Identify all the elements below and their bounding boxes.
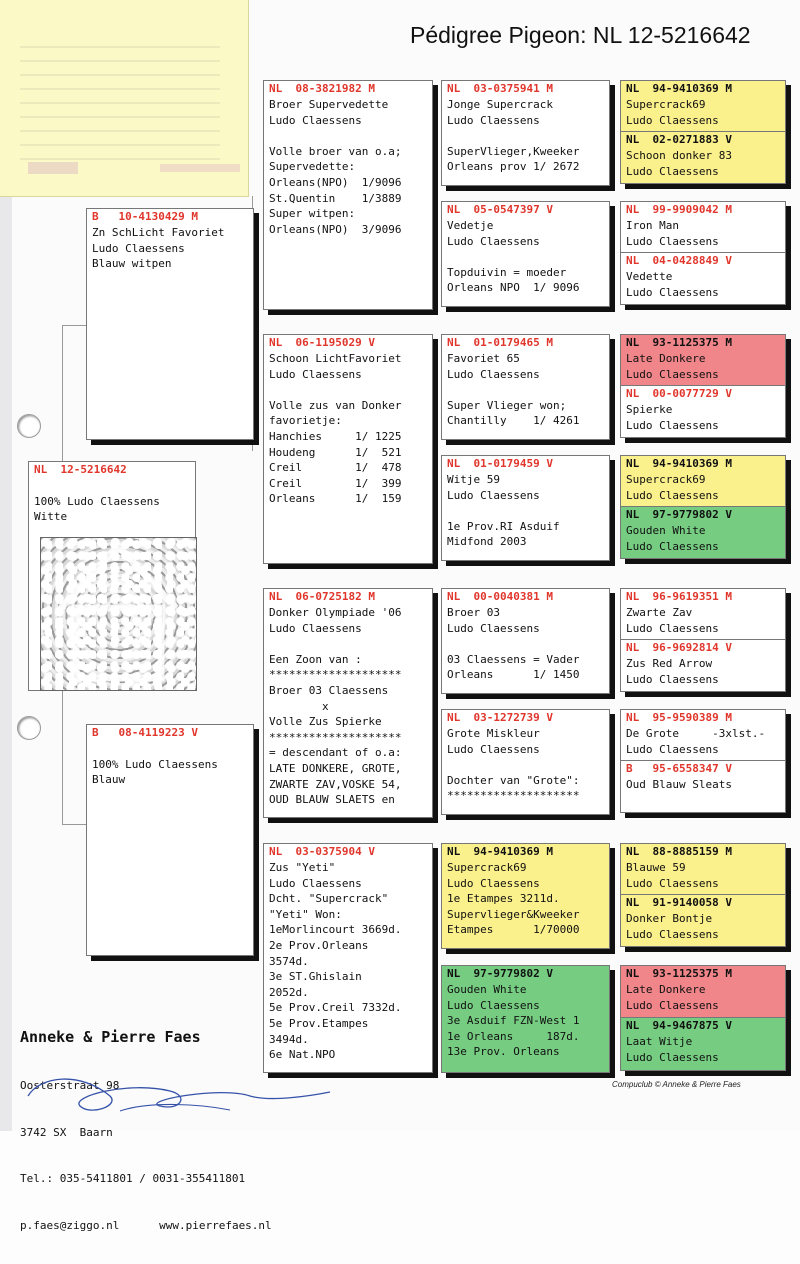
great-grandparent-card[interactable]: NL 03-1272739 V Grote Miskleur Ludo Claessens Dochter van "Grote": ******************** bbox=[441, 709, 610, 815]
great-grandparent-card[interactable]: NL 00-0040381 M Broer 03 Ludo Claessens 03 Claessens = Vader Orleans 1/ 1450 bbox=[441, 588, 610, 694]
owner-street: Oosterstraat 98 bbox=[20, 1079, 120, 1092]
connector-line bbox=[62, 325, 63, 465]
ancestor-card[interactable]: NL 99-9909042 M Iron Man Ludo Claessens bbox=[620, 201, 786, 253]
owner-info bbox=[20, 996, 272, 1264]
great-grandparent-card[interactable]: NL 94-9410369 M Supercrack69 Ludo Claessens 1e Etampes 3211d. Supervlieger&Kweeker Etampes 1/70000 bbox=[441, 843, 610, 949]
punch-hole bbox=[17, 414, 41, 438]
house-logo-icon bbox=[41, 538, 196, 690]
ancestor-card[interactable]: NL 02-0271883 V Schoon donker 83 Ludo Claessens bbox=[620, 132, 786, 184]
sire-card[interactable]: B 10-4130429 M Zn SchLicht Favoriet Ludo Claessens Blauw witpen bbox=[86, 208, 254, 440]
ancestor-pair bbox=[620, 201, 786, 305]
ancestor-pair bbox=[620, 588, 786, 692]
ancestor-card[interactable]: NL 00-0077729 V Spierke Ludo Claessens bbox=[620, 386, 786, 438]
ancestor-card[interactable]: NL 96-9692814 V Zus Red Arrow Ludo Claessens bbox=[620, 640, 786, 692]
grandparent-card[interactable]: NL 08-3821982 M Broer Supervedette Ludo Claessens Volle broer van o.a; Supervedette: Orleans(NPO) 1/9096 St.Quentin 1/3889 Super witpen: Orleans(NPO) 3/9096 bbox=[263, 80, 433, 310]
subject-card[interactable]: NL 12-5216642 100% Ludo Claessens Witte bbox=[28, 461, 196, 691]
punch-hole bbox=[17, 716, 41, 740]
connector-line bbox=[62, 688, 63, 824]
pigeon-photo bbox=[40, 537, 197, 691]
ancestor-card[interactable]: NL 93-1125375 M Late Donkere Ludo Claessens bbox=[620, 965, 786, 1018]
ancestor-card[interactable]: NL 94-9410369 M Supercrack69 Ludo Claessens bbox=[620, 80, 786, 132]
ancestor-pair bbox=[620, 709, 786, 813]
ancestor-card[interactable]: NL 97-9779802 V Gouden White Ludo Claessens bbox=[620, 507, 786, 559]
great-grandparent-card[interactable]: NL 97-9779802 V Gouden White Ludo Claessens 3e Asduif FZN-West 1 1e Orleans 187d. 13e Prov. Orleans bbox=[441, 965, 610, 1073]
page-title: Pédigree Pigeon: NL 12-5216642 bbox=[410, 22, 751, 48]
great-grandparent-card[interactable]: NL 01-0179459 V Witje 59 Ludo Claessens 1e Prov.RI Asduif Midfond 2003 bbox=[441, 455, 610, 561]
ancestor-card[interactable]: NL 94-9410369 M Supercrack69 Ludo Claessens bbox=[620, 455, 786, 507]
footer-credit: Compuclub © Anneke & Pierre Faes bbox=[612, 1080, 741, 1089]
grandparent-card[interactable]: NL 03-0375904 V Zus "Yeti" Ludo Claessens Dcht. "Supercrack" "Yeti" Won: 1eMorlincourt 3669d. 2e Prov.Orleans 3574d. 3e ST.Ghislain 2052d. 5e Prov.Creil 7332d. 5e Prov.Etampes 3494d. 6e Nat.NPO bbox=[263, 843, 433, 1073]
ancestor-card[interactable]: NL 94-9467875 V Laat Witje Ludo Claessens bbox=[620, 1018, 786, 1071]
dam-card[interactable]: B 08-4119223 V 100% Ludo Claessens Blauw bbox=[86, 724, 254, 956]
ancestor-card[interactable]: B 95-6558347 V Oud Blauw Sleats bbox=[620, 761, 786, 813]
sticky-note bbox=[0, 0, 249, 197]
ancestor-pair bbox=[620, 843, 786, 947]
connector-line bbox=[62, 824, 87, 825]
ancestor-pair bbox=[620, 334, 786, 438]
connector-line bbox=[62, 325, 87, 326]
ancestor-card[interactable]: NL 96-9619351 M Zwarte Zav Ludo Claessens bbox=[620, 588, 786, 640]
great-grandparent-card[interactable]: NL 05-0547397 V Vedetje Ludo Claessens Topduivin = moeder Orleans NPO 1/ 9096 bbox=[441, 201, 610, 307]
signature-icon bbox=[20, 1066, 340, 1126]
owner-phone: Tel.: 035-5411801 / 0031-355411801 bbox=[20, 1172, 246, 1185]
ancestor-card[interactable]: NL 93-1125375 M Late Donkere Ludo Claessens bbox=[620, 334, 786, 386]
ancestor-card[interactable]: NL 88-8885159 M Blauwe 59 Ludo Claessens bbox=[620, 843, 786, 895]
owner-email[interactable]: p.faes@ziggo.nl bbox=[20, 1218, 120, 1232]
ancestor-pair bbox=[620, 965, 786, 1071]
owner-name: Anneke & Pierre Faes bbox=[20, 1028, 201, 1046]
grandparent-card[interactable]: NL 06-1195029 V Schoon LichtFavoriet Ludo Claessens Volle zus van Donker favorietje: Hanchies 1/ 1225 Houdeng 1/ 521 Creil 1/ 478 Creil 1/ 399 Orleans 1/ 159 bbox=[263, 334, 433, 564]
grandparent-card[interactable]: NL 06-0725182 M Donker Olympiade '06 Ludo Claessens Een Zoon van : ******************** Broer 03 Claessens x Volle Zus Spierke ******************** = descendant of o.a: LATE DONKERE, GROTE, ZWARTE ZAV,VOSKE 54, OUD BLAUW SLAETS en bbox=[263, 588, 433, 818]
ancestor-card[interactable]: NL 91-9140058 V Donker Bontje Ludo Claessens bbox=[620, 895, 786, 947]
ancestor-pair bbox=[620, 455, 786, 559]
owner-website[interactable]: www.pierrefaes.nl bbox=[159, 1218, 272, 1232]
ancestor-card[interactable]: NL 95-9590389 M De Grote -3xlst.- Ludo Claessens bbox=[620, 709, 786, 761]
great-grandparent-card[interactable]: NL 01-0179465 M Favoriet 65 Ludo Claessens Super Vlieger won; Chantilly 1/ 4261 bbox=[441, 334, 610, 440]
ancestor-card[interactable]: NL 04-0428849 V Vedette Ludo Claessens bbox=[620, 253, 786, 305]
great-grandparent-card[interactable]: NL 03-0375941 M Jonge Supercrack Ludo Claessens SuperVlieger,Kweeker Orleans prov 1/ 2672 bbox=[441, 80, 610, 186]
ancestor-pair bbox=[620, 80, 786, 184]
owner-city: 3742 SX Baarn bbox=[20, 1125, 113, 1139]
